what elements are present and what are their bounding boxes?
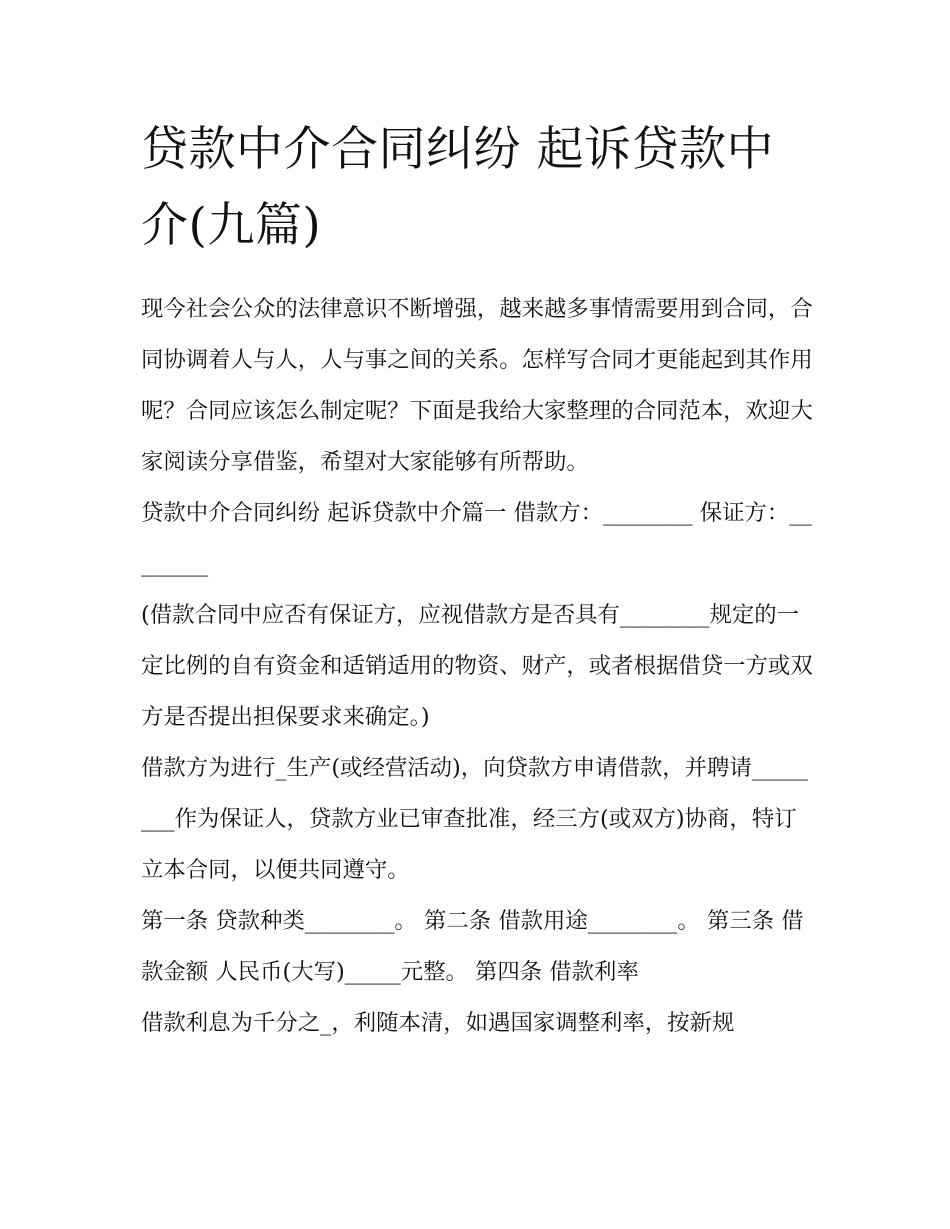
interest-paragraph: 借款利息为千分之_，利随本清，如遇国家调整利率，按新规 (141, 1010, 735, 1036)
preamble-paragraph: 借款方为进行_生产(或经营活动)，向贷款方申请借款，并聘请________作为保证人，贷款方业已审查批准，经三方(或双方)协商，特订立本合同，以便共同遵守。 (141, 755, 808, 883)
guarantor-note-paragraph: (借款合同中应否有保证方，应视借款方是否具有________规定的一定比例的自有资金和适销适用的物资、财产，或者根据借贷一方或双方是否提出担保要求来确定。) (141, 602, 813, 730)
article-one-heading-paragraph: 贷款中介合同纠纷 起诉贷款中介篇一 借款方：________ 保证方：________ (141, 500, 812, 577)
clauses-paragraph: 第一条 贷款种类________。 第二条 借款用途________。 第三条 借款金额 人民币(大写)_____元整。 第四条 借款利率 (141, 908, 804, 985)
document-body (141, 112, 813, 1049)
intro-paragraph: 现今社会公众的法律意识不断增强，越来越多事情需要用到合同，合同协调着人与人，人与事之间的关系。怎样写合同才更能起到其作用呢？合同应该怎么制定呢？下面是我给大家整理的合同范本，欢迎大家阅读分享借鉴，希望对大家能够有所帮助。 (141, 296, 813, 475)
document-title: 贷款中介合同纠纷 起诉贷款中介(九篇) (141, 122, 774, 253)
